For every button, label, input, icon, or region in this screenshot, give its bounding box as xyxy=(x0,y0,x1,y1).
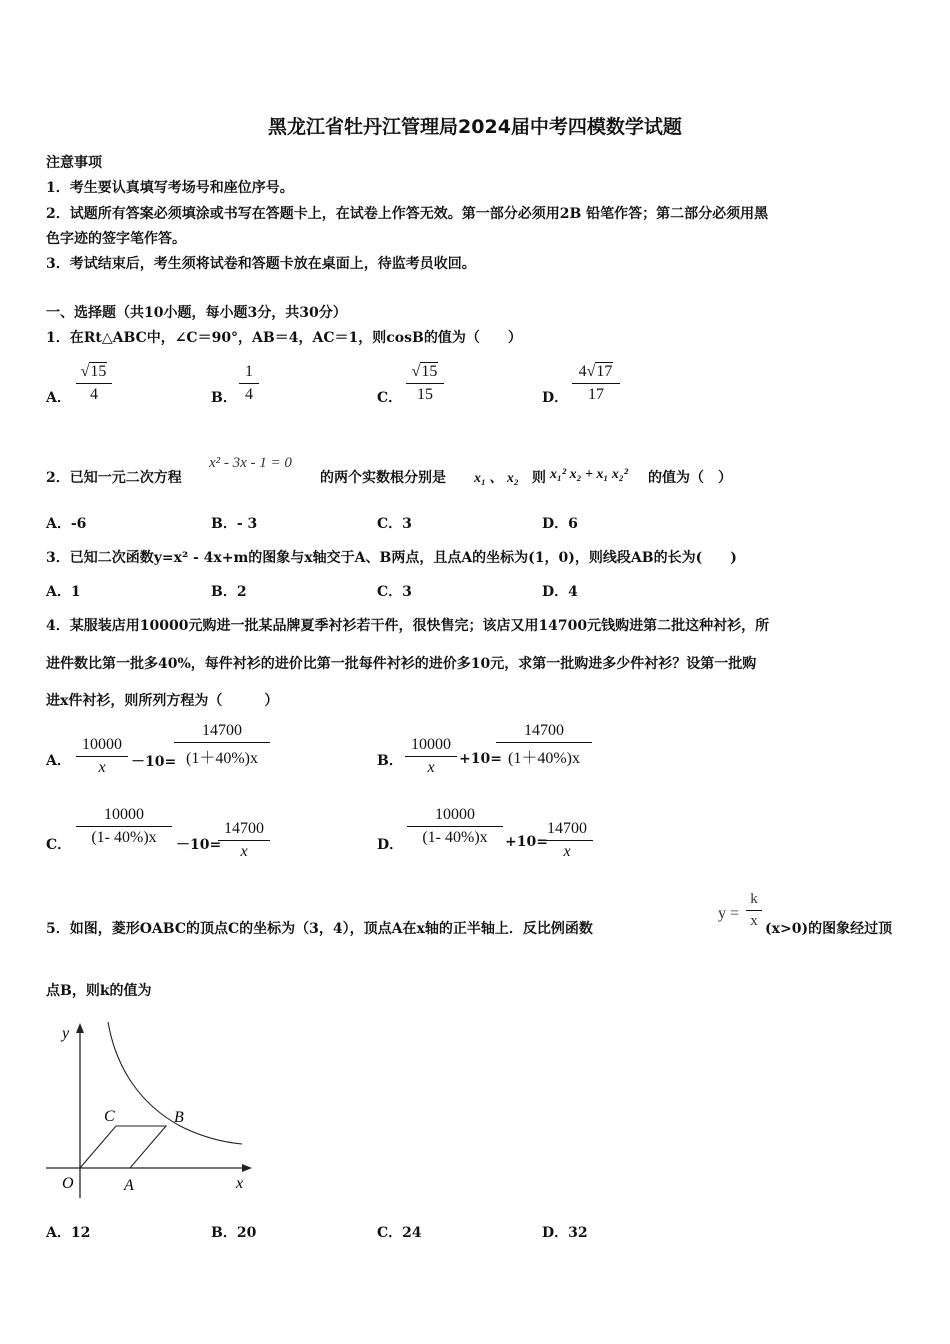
q4-option-a-label: A． xyxy=(46,753,71,769)
q4-d-operator: +10= xyxy=(505,834,548,850)
q1-d-radicand: 17 xyxy=(596,363,613,380)
q4-d-right-denominator: x xyxy=(563,843,571,860)
q1-option-d-fraction: $\frac{4√17}{17}$ xyxy=(572,363,620,404)
q4-a-right-fraction xyxy=(174,722,270,768)
q3-option-a: A．1 xyxy=(46,584,81,600)
q1-option-d-label: D． xyxy=(542,390,569,406)
q1-c-radicand: 15 xyxy=(421,363,438,380)
note-item-3: 3．考试结束后，考生须将试卷和答题卡放在桌面上，待监考员收回。 xyxy=(46,256,476,272)
q1-a-denominator: 4 xyxy=(90,386,98,403)
q1-stem: 1．在Rt△ABC中，∠C＝90°，AB＝4，AC＝1，则cosB的值为（ ） xyxy=(46,330,522,346)
q5-function-denominator: x xyxy=(750,913,758,929)
q1-option-b-fraction xyxy=(239,363,259,404)
q3-option-b: B．2 xyxy=(211,584,247,600)
q1-option-c-label: C． xyxy=(377,390,403,406)
q4-c-left-fraction xyxy=(76,806,172,847)
label-c: C xyxy=(104,1108,115,1125)
q1-option-a-label: A． xyxy=(46,390,71,406)
q3-option-c: C．3 xyxy=(377,584,412,600)
q2-option-d: D．6 xyxy=(542,516,578,532)
q5-figure xyxy=(40,1018,260,1198)
q1-option-b-label: B． xyxy=(211,390,237,406)
q4-c-right-denominator: x xyxy=(240,843,248,860)
q4-a-right-numerator: 14700 xyxy=(174,722,270,743)
q4-stem-line-2: 进件数比第一批多40%，每件衬衫的进价比第一批每件衬衫的进价多10元，求第一批购进多少件衬衫？设第一批购 xyxy=(46,656,757,672)
y-axis-arrow-icon xyxy=(76,1023,84,1033)
q1-c-denominator: 15 xyxy=(417,386,433,403)
label-o: O xyxy=(62,1175,74,1192)
q5-stem-pre: 5．如图，菱形OABC的顶点C的坐标为（3，4），顶点A在x轴的正半轴上．反比例函数 xyxy=(46,921,593,937)
q4-a-left-fraction xyxy=(76,736,128,777)
q4-d-left-fraction xyxy=(407,806,503,847)
note-item-2-cont: 色字迹的签字笔作答。 xyxy=(46,231,186,247)
q5-option-b: B．20 xyxy=(211,1225,257,1241)
q1-option-c-fraction: $\frac{√15}{15}$ xyxy=(406,363,444,404)
label-y: y xyxy=(62,1025,70,1042)
q4-d-left-numerator: 10000 xyxy=(407,806,503,827)
q1-d-denominator: 17 xyxy=(588,386,604,403)
q5-function-fraction xyxy=(746,891,762,930)
q4-d-right-fraction xyxy=(541,820,593,861)
q1-b-denominator: 4 xyxy=(245,386,253,403)
q4-b-operator: +10= xyxy=(459,751,502,767)
q2-expression: x₁² x₂ + x₁ x₂² xyxy=(550,467,628,482)
q4-d-right-numerator: 14700 xyxy=(541,820,593,841)
q5-function-numerator: k xyxy=(746,891,762,911)
q4-d-left-denominator: (1- 40%)x xyxy=(422,829,488,846)
note-item-1: 1．考生要认真填写考场号和座位序号。 xyxy=(46,180,294,196)
q5-option-d: D．32 xyxy=(542,1225,588,1241)
q5-stem-post: (x>0)的图象经过顶 xyxy=(765,921,893,937)
q4-b-right-denominator: (1＋40%)x xyxy=(508,750,580,767)
q4-c-right-numerator: 14700 xyxy=(218,820,270,841)
q4-stem-line-1: 4．某服装店用10000元购进一批某品牌夏季衬衫若干件，很快售完；该店又用14700元钱购进第二批这种衬衫，所 xyxy=(46,618,770,634)
q2-roots: x₁ 、 x₂ xyxy=(474,471,519,486)
q5-option-c: C．24 xyxy=(377,1225,422,1241)
section-heading: 一、选择题（共10小题，每小题3分，共30分） xyxy=(46,305,347,321)
q2-option-a: A．-6 xyxy=(46,516,87,532)
q4-a-right-denominator: (1＋40%)x xyxy=(186,750,258,767)
q2-option-c: C．3 xyxy=(377,516,412,532)
rhombus-oabc xyxy=(80,1126,166,1168)
q4-a-left-denominator: x xyxy=(98,759,106,776)
q4-a-left-numerator: 10000 xyxy=(76,736,128,757)
q2-stem-then: 则 xyxy=(532,470,546,486)
q2-stem-mid: 的两个实数根分别是 xyxy=(320,470,446,486)
q1-d-coefficient: 4 xyxy=(578,363,587,380)
q5-option-a: A．12 xyxy=(46,1225,91,1241)
q4-a-operator: －10= xyxy=(131,754,177,770)
q4-option-b-label: B． xyxy=(377,753,403,769)
q4-c-left-numerator: 10000 xyxy=(76,806,172,827)
page-title: 黑龙江省牡丹江管理局2024届中考四模数学试题 xyxy=(268,116,682,138)
q2-stem-pre: 2．已知一元二次方程 xyxy=(46,470,182,486)
q2-stem-post: 的值为（ ） xyxy=(648,470,732,486)
q4-b-left-fraction xyxy=(405,736,457,777)
q3-stem: 3．已知二次函数y=x² - 4x+m的图象与x轴交于A、B两点，且点A的坐标为(1，0)，则线段AB的长为( ) xyxy=(46,550,737,566)
q5-function-lhs: y = xyxy=(718,905,740,922)
q1-b-numerator: 1 xyxy=(239,363,259,384)
label-b: B xyxy=(174,1109,184,1126)
q5-stem-line-2: 点B，则k的值为 xyxy=(46,983,152,999)
q2-option-b: B．- 3 xyxy=(211,516,258,532)
q3-option-d: D．4 xyxy=(542,584,578,600)
q4-option-c-label: C． xyxy=(46,837,72,853)
label-a: A xyxy=(124,1177,134,1194)
q4-b-left-denominator: x xyxy=(427,759,435,776)
q1-option-a-fraction: $\frac{√15}{4}$ xyxy=(76,363,112,404)
q4-b-right-fraction xyxy=(496,722,592,768)
q4-option-d-label: D． xyxy=(377,837,404,853)
q4-c-left-denominator: (1- 40%)x xyxy=(91,829,157,846)
note-item-2: 2．试题所有答案必须填涂或书写在答题卡上，在试卷上作答无效。第一部分必须用2B 铅笔作答；第二部分必须用黑 xyxy=(46,206,769,222)
label-x: x xyxy=(236,1175,244,1192)
x-axis-arrow-icon xyxy=(242,1164,252,1172)
q4-c-right-fraction xyxy=(218,820,270,861)
q2-equation: x² - 3x - 1 = 0 xyxy=(209,455,292,471)
q4-stem-line-3: 进x件衬衫，则所列方程为（ ） xyxy=(46,693,279,709)
notes-heading: 注意事项 xyxy=(46,155,102,171)
q4-b-right-numerator: 14700 xyxy=(496,722,592,743)
q4-b-left-numerator: 10000 xyxy=(405,736,457,757)
q4-c-operator: －10= xyxy=(176,837,222,853)
q1-a-radicand: 15 xyxy=(90,363,107,380)
